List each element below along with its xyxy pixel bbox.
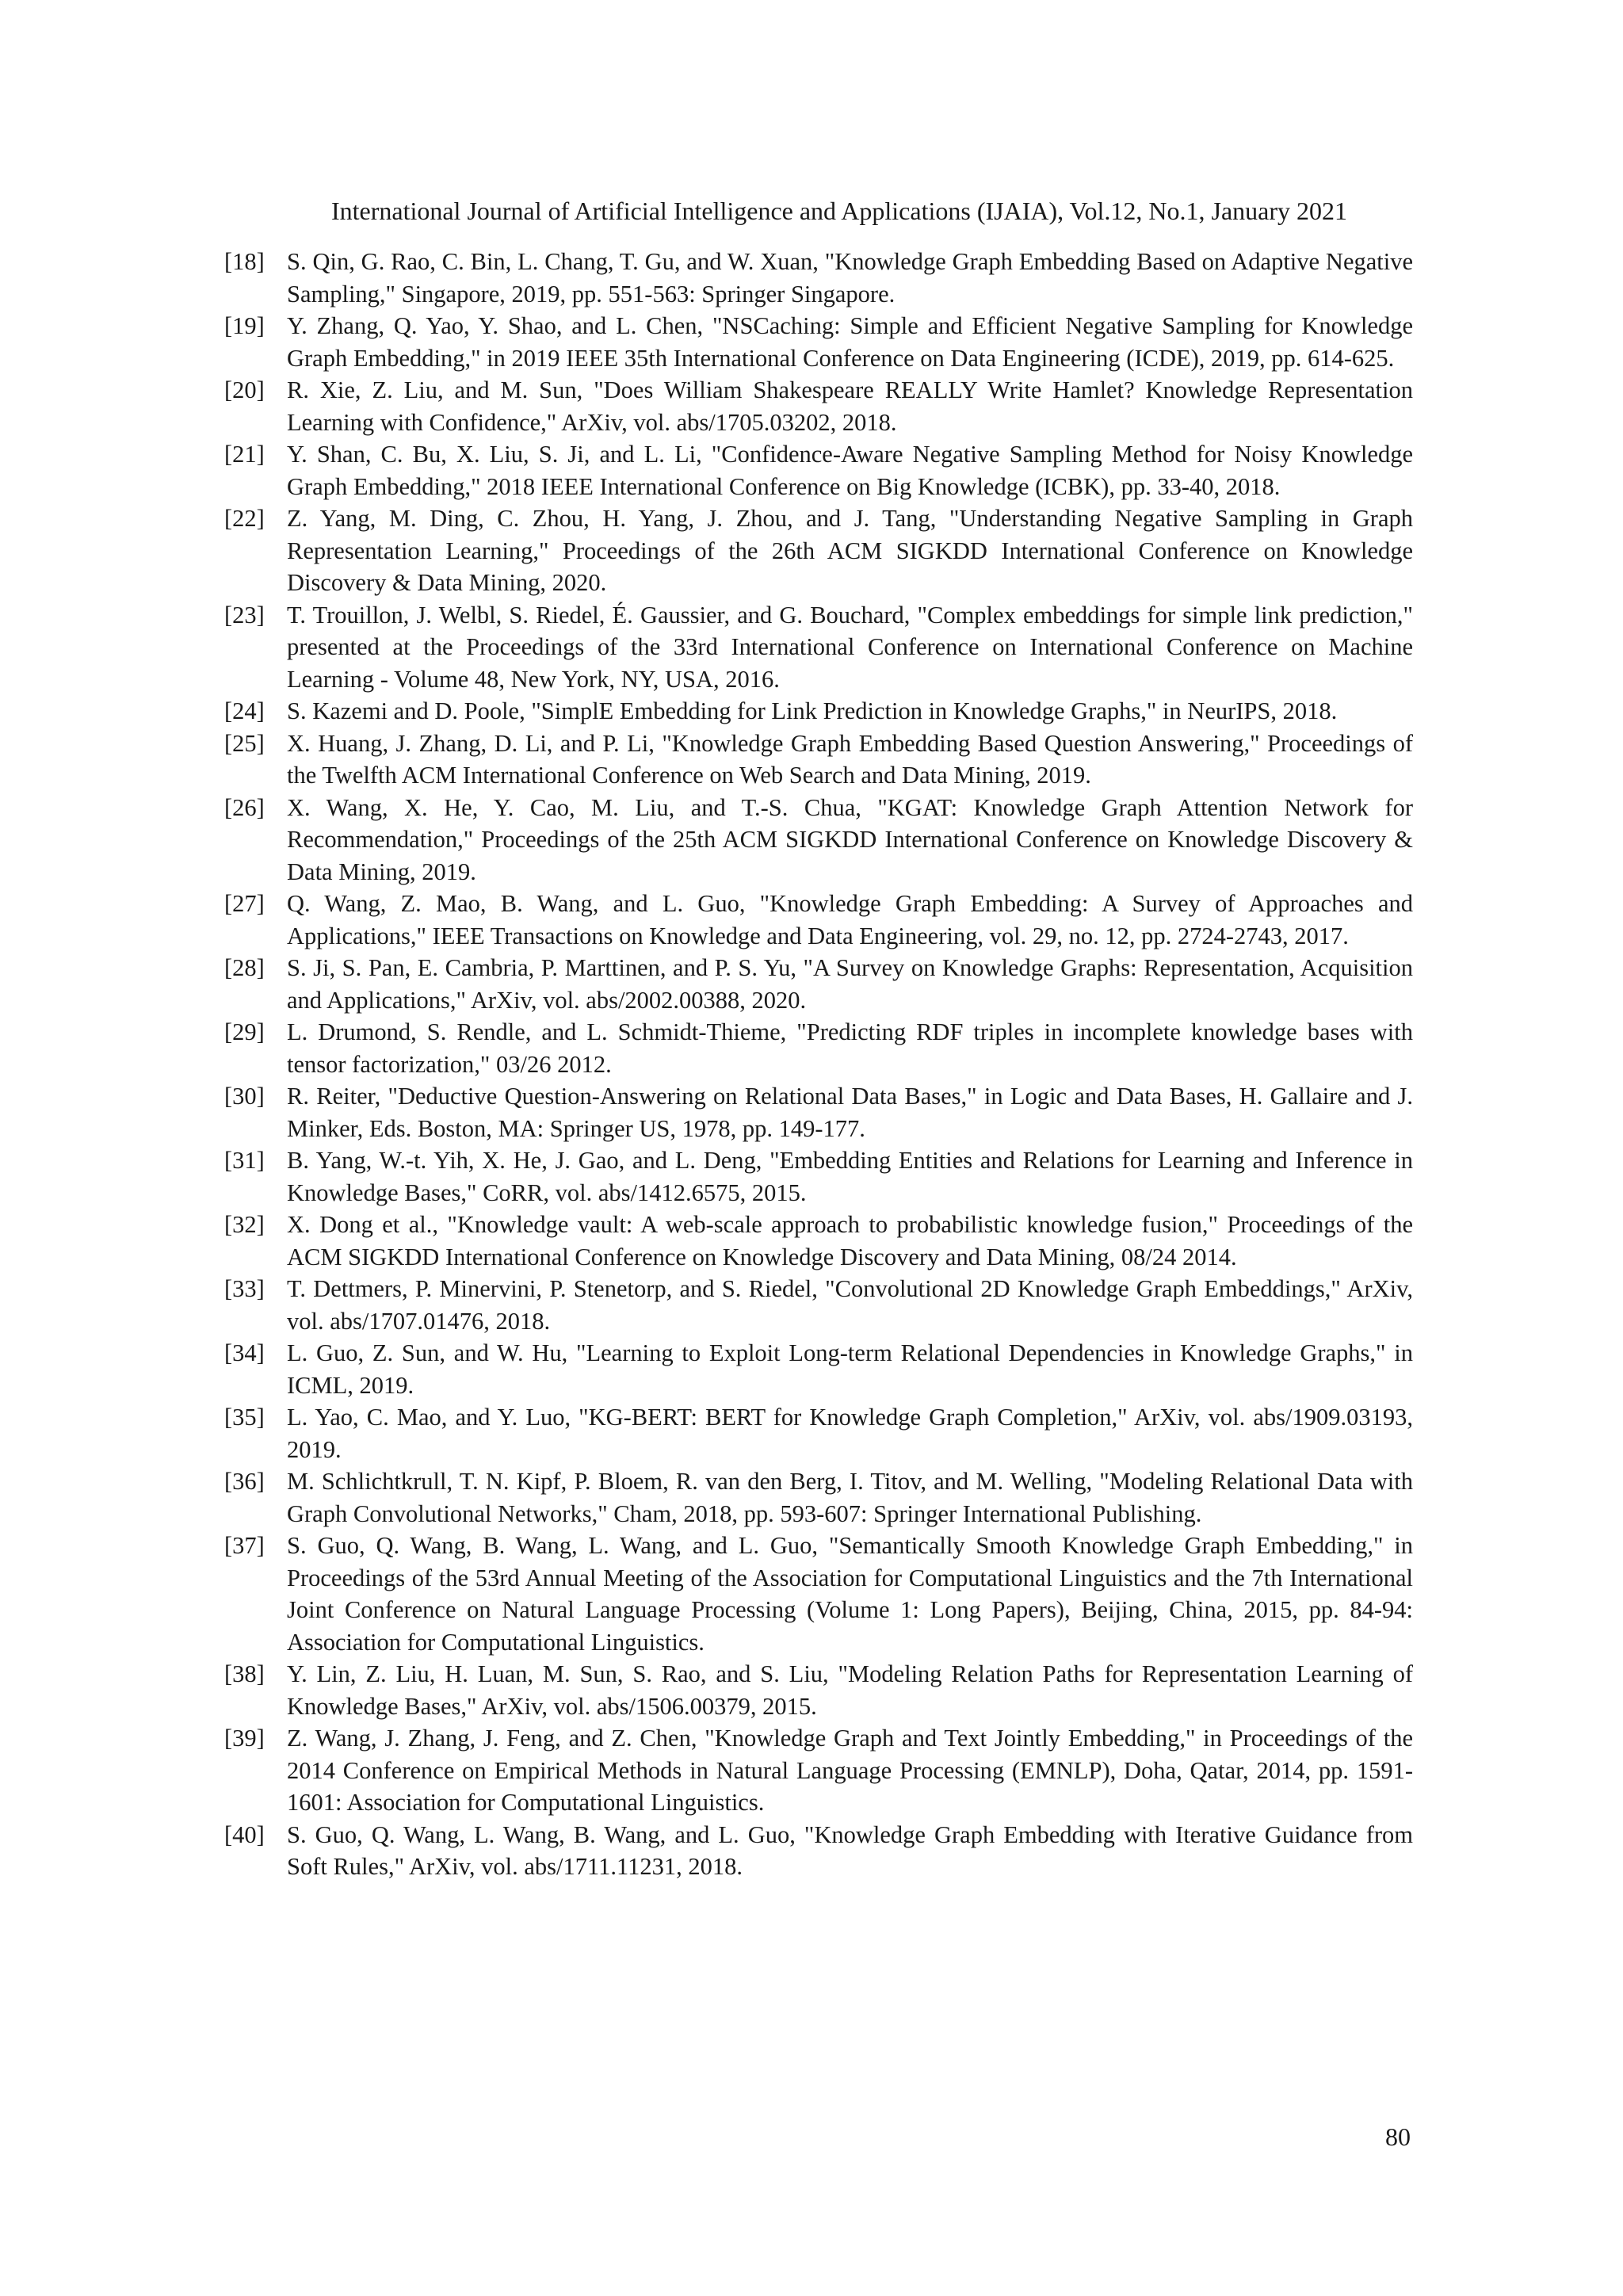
reference-item [224,695,1413,728]
reference-item [224,1337,1413,1401]
reference-text: S. Guo, Q. Wang, L. Wang, B. Wang, and L. Guo, "Knowledge Graph Embedding with Iterative Guidance from Soft Rules," ArXiv, vol. abs/1711.11231, 2018. [287,1820,1413,1880]
reference-item [224,1465,1413,1530]
reference-text: R. Xie, Z. Liu, and M. Sun, "Does William Shakespeare REALLY Write Hamlet? Knowledge Representation Learning with Confidence," ArXiv, vol. abs/1705.03202, 2018. [287,376,1413,436]
reference-text: R. Reiter, "Deductive Question-Answering on Relational Data Bases," in Logic and Data Bases, H. Gallaire and J. Minker, Eds. Boston, MA: Springer US, 1978, pp. 149-177. [287,1083,1413,1142]
reference-text: X. Huang, J. Zhang, D. Li, and P. Li, "Knowledge Graph Embedding Based Question Answering," Proceedings of the Twelfth ACM International Conference on Web Search and Data Mining, 2019. [287,729,1413,789]
reference-item [224,952,1413,1016]
reference-number: [25] [224,729,265,757]
reference-number: [24] [224,697,265,724]
reference-text: X. Dong et al., "Knowledge vault: A web-scale approach to probabilistic knowledge fusion," Proceedings of the ACM SIGKDD International Conference on Knowledge Discovery and Data Mining, 08/24 2014. [287,1211,1413,1270]
reference-number: [22] [224,505,265,532]
reference-number: [26] [224,793,265,821]
reference-text: S. Qin, G. Rao, C. Bin, L. Chang, T. Gu, and W. Xuan, "Knowledge Graph Embedding Based on Adaptive Negative Sampling," Singapore, 2019, pp. 551-563: Springer Singapore. [287,248,1413,308]
reference-item [224,1016,1413,1080]
reference-item [224,1722,1413,1819]
reference-item [224,1144,1413,1209]
reference-item [224,1819,1413,1883]
reference-text: M. Schlichtkrull, T. N. Kipf, P. Bloem, R. van den Berg, I. Titov, and M. Welling, "Modeling Relational Data with Graph Convolutional Networks," Cham, 2018, pp. 593-607: Springer International Publishing. [287,1468,1413,1527]
reference-number: [33] [224,1275,265,1302]
reference-number: [39] [224,1725,265,1752]
reference-number: [31] [224,1147,265,1174]
reference-number: [35] [224,1404,265,1431]
reference-number: [30] [224,1083,265,1110]
reference-number: [23] [224,601,265,628]
reference-item [224,246,1413,310]
reference-item [224,1658,1413,1722]
reference-text: B. Yang, W.-t. Yih, X. He, J. Gao, and L. Deng, "Embedding Entities and Relations for Learning and Inference in Knowledge Bases," CoRR, vol. abs/1412.6575, 2015. [287,1147,1413,1206]
reference-item [224,438,1413,502]
reference-text: Z. Wang, J. Zhang, J. Feng, and Z. Chen, "Knowledge Graph and Text Jointly Embedding," in Proceedings of the 2014 Conference on Empirical Methods in Natural Language Processing (EMNLP), Doha, Qatar, 2014, pp. 1591-1601: Association for Computational Linguistics. [287,1725,1413,1816]
reference-text: Q. Wang, Z. Mao, B. Wang, and L. Guo, "Knowledge Graph Embedding: A Survey of Approaches and Applications," IEEE Transactions on Knowledge and Data Engineering, vol. 29, no. 12, pp. 2724-2743, 2017. [287,890,1413,949]
reference-number: [38] [224,1660,265,1687]
reference-item [224,310,1413,374]
reference-item [224,502,1413,599]
reference-item [224,1530,1413,1658]
reference-text: T. Dettmers, P. Minervini, P. Stenetorp, and S. Riedel, "Convolutional 2D Knowledge Graph Embeddings," ArXiv, vol. abs/1707.01476, 2018. [287,1275,1413,1335]
reference-item [224,792,1413,888]
reference-list [224,246,1413,1883]
reference-number: [21] [224,441,265,468]
reference-number: [19] [224,312,265,339]
reference-item [224,1080,1413,1144]
reference-number: [20] [224,376,265,403]
reference-item [224,1401,1413,1465]
reference-text: S. Kazemi and D. Poole, "SimplE Embedding for Link Prediction in Knowledge Graphs," in NeurIPS, 2018. [287,697,1338,724]
reference-number: [27] [224,890,265,917]
reference-number: [36] [224,1468,265,1495]
reference-text: Y. Zhang, Q. Yao, Y. Shao, and L. Chen, "NSCaching: Simple and Efficient Negative Sampling for Knowledge Graph Embedding," in 2019 IEEE 35th International Conference on Data Engineering (ICDE), 2019, pp. 614-625. [287,312,1413,372]
reference-text: T. Trouillon, J. Welbl, S. Riedel, É. Gaussier, and G. Bouchard, "Complex embeddings for simple link prediction," presented at the Proceedings of the 33rd International Conference on International Conference on Machine Learning - Volume 48, New York, NY, USA, 2016. [287,601,1413,693]
reference-item [224,888,1413,952]
reference-text: Y. Shan, C. Bu, X. Liu, S. Ji, and L. Li, "Confidence-Aware Negative Sampling Method for Noisy Knowledge Graph Embedding," 2018 IEEE International Conference on Big Knowledge (ICBK), pp. 33-40, 2018. [287,441,1413,500]
reference-item [224,1209,1413,1273]
reference-text: Y. Lin, Z. Liu, H. Luan, M. Sun, S. Rao, and S. Liu, "Modeling Relation Paths for Representation Learning of Knowledge Bases," ArXiv, vol. abs/1506.00379, 2015. [287,1660,1413,1720]
reference-text: S. Guo, Q. Wang, B. Wang, L. Wang, and L. Guo, "Semantically Smooth Knowledge Graph Embedding," in Proceedings of the 53rd Annual Meeting of the Association for Computational Linguistics and the 7th International Joint Conference on Natural Language Processing (Volume 1: Long Papers), Beijing, China, 2015, pp. 84-94: Association for Computational Linguistics. [287,1532,1413,1656]
reference-number: [28] [224,954,265,981]
reference-item [224,1273,1413,1337]
reference-number: [34] [224,1339,265,1366]
reference-item [224,374,1413,438]
reference-item [224,599,1413,696]
reference-number: [18] [224,248,265,275]
reference-number: [32] [224,1211,265,1238]
page-number: 80 [1385,2122,1411,2151]
reference-text: Z. Yang, M. Ding, C. Zhou, H. Yang, J. Zhou, and J. Tang, "Understanding Negative Sampling in Graph Representation Learning," Proceedings of the 26th ACM SIGKDD International Conference on Knowledge Discovery & Data Mining, 2020. [287,505,1413,596]
reference-number: [37] [224,1532,265,1559]
reference-text: L. Yao, C. Mao, and Y. Luo, "KG-BERT: BERT for Knowledge Graph Completion," ArXiv, vol. abs/1909.03193, 2019. [287,1404,1413,1463]
journal-header: International Journal of Artificial Intelligence and Applications (IJAIA), Vol.12, No.1, January 2021 [330,197,1348,225]
reference-item [224,728,1413,792]
reference-number: [40] [224,1820,265,1848]
reference-number: [29] [224,1018,265,1045]
reference-text: S. Ji, S. Pan, E. Cambria, P. Marttinen, and P. S. Yu, "A Survey on Knowledge Graphs: Representation, Acquisition and Applications," ArXiv, vol. abs/2002.00388, 2020. [287,954,1413,1014]
reference-text: L. Guo, Z. Sun, and W. Hu, "Learning to Exploit Long-term Relational Dependencies in Knowledge Graphs," in ICML, 2019. [287,1339,1413,1399]
reference-text: X. Wang, X. He, Y. Cao, M. Liu, and T.-S. Chua, "KGAT: Knowledge Graph Attention Network for Recommendation," Proceedings of the 25th ACM SIGKDD International Conference on Knowledge Discovery & Data Mining, 2019. [287,793,1413,885]
reference-text: L. Drumond, S. Rendle, and L. Schmidt-Thieme, "Predicting RDF triples in incomplete knowledge bases with tensor factorization," 03/26 2012. [287,1018,1413,1078]
